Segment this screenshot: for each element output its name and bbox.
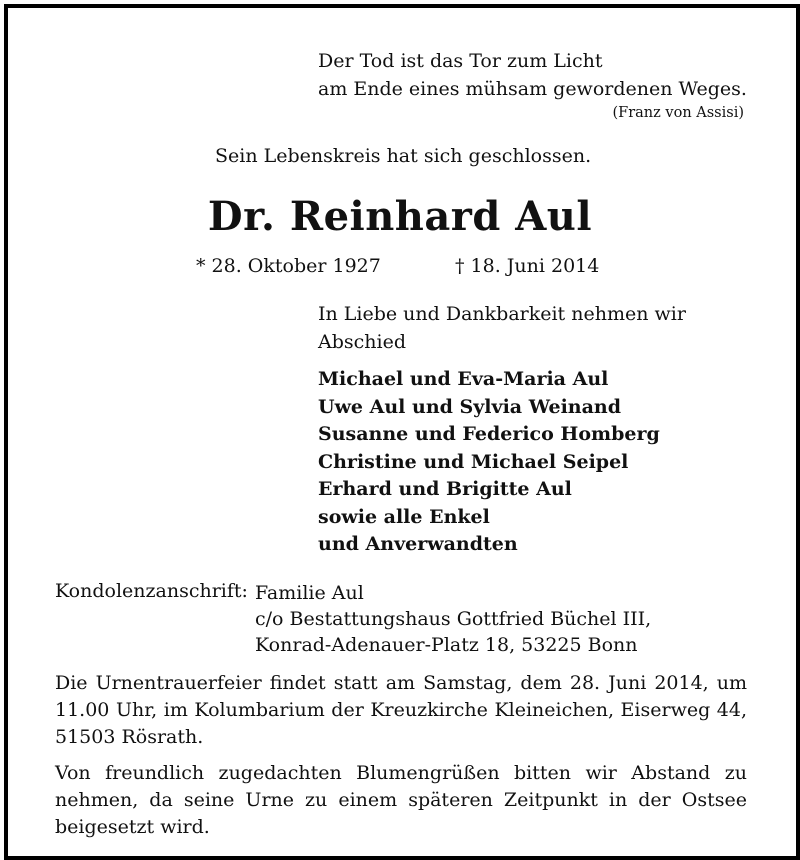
mourner-item: Erhard und Brigitte Aul	[318, 478, 572, 500]
mourner-item: Christine und Michael Seipel	[318, 450, 629, 473]
mourner-item: Michael und Eva-Maria Aul	[318, 368, 609, 390]
quote-line-1: Der Tod ist das Tor zum Licht	[318, 50, 603, 72]
lebenskreis-text: Sein Lebenskreis hat sich geschlossen.	[215, 145, 592, 167]
quote-author: (Franz von Assisi)	[612, 105, 744, 121]
deceased-name: Dr. Reinhard Aul	[207, 193, 593, 240]
condolence-address-line: Familie Aul	[255, 582, 364, 604]
mourner-item: und Anverwandten	[318, 533, 518, 555]
condolence-address-line: Konrad-Adenauer-Platz 18, 53225 Bonn	[255, 634, 638, 656]
condolence-address	[255, 580, 651, 658]
quote-line-2: am Ende eines mühsam gewordenen Weges.	[318, 78, 747, 100]
mourner-item: Susanne und Federico Homberg	[318, 423, 660, 445]
farewell-intro: In Liebe und Dankbarkeit nehmen wir Abschied	[318, 303, 686, 353]
ceremony-paragraph: Die Urnentrauerfeier findet statt am Samstag, dem 28. Juni 2014, um 11.00 Uhr, im Kolumbarium der Kreuzkirche Kleineichen, Eiserweg 44, 51503 Rösrath.	[55, 672, 747, 748]
flowers-note-paragraph: Von freundlich zugedachten Blumengrüßen bitten wir Abstand zu nehmen, da seine Urne zu einem späteren Zeitpunkt in der Ostsee beigesetzt wird.	[55, 762, 747, 838]
death-date: † 18. Juni 2014	[455, 255, 600, 277]
condolence-label: Kondolenzanschrift:	[55, 580, 248, 602]
condolence-address-line: c/o Bestattungshaus Gottfried Büchel III,	[255, 608, 652, 630]
mourner-item: Uwe Aul und Sylvia Weinand	[318, 395, 622, 418]
mourner-item: sowie alle Enkel	[318, 505, 490, 528]
mourners-list	[318, 366, 660, 559]
birth-date: * 28. Oktober 1927	[196, 255, 381, 277]
